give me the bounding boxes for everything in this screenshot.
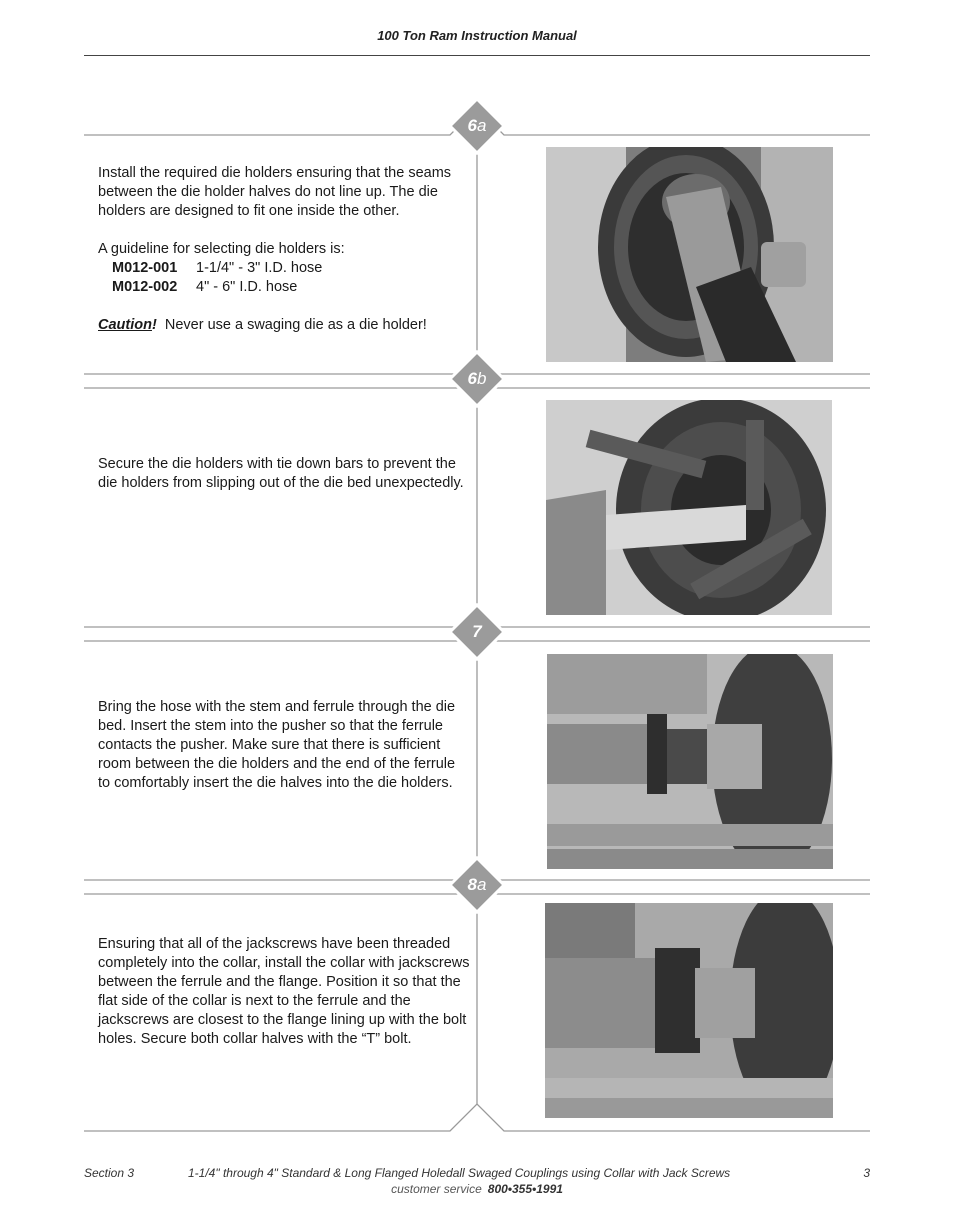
customer-service-line xyxy=(0,1182,954,1196)
caution-text: Never use a swaging die as a die holder! xyxy=(164,317,427,333)
footer-page-number: 3 xyxy=(863,1166,870,1180)
die-holder-photo xyxy=(546,147,833,362)
customer-service-phone: 800•355•1991 xyxy=(487,1182,563,1196)
hose-range: 4" - 6" I.D. hose xyxy=(196,279,298,295)
caution-word: Caution xyxy=(98,317,152,333)
customer-service-label: customer service xyxy=(391,1182,482,1196)
step-6b-paragraph: Secure the die holders with tie down bars to prevent the die holders from slipping out of the die bed unexpectedly. xyxy=(98,456,464,491)
guideline-row xyxy=(98,278,470,297)
manual-title: 100 Ton Ram Instruction Manual xyxy=(377,28,577,43)
step-7-paragraph: Bring the hose with the stem and ferrule through the die bed. Insert the stem into the pusher so that the ferrule contacts the pusher. Make sure that there is sufficient room between the die holders and the end of the ferrule to comfortably insert the die halves into the die holders. xyxy=(98,699,456,791)
step-6b-text xyxy=(98,455,470,493)
step-label-7: 7 xyxy=(472,622,482,641)
step-label-6b: 6b xyxy=(467,369,487,388)
tie-down-bars-photo xyxy=(546,400,832,615)
step-8a-paragraph: Ensuring that all of the jackscrews have been threaded completely into the collar, install the collar with jackscrews between the ferrule and the flange. Position it so that the flat side of the collar is next to the ferrule and the jackscrews are closest to the flange lining up with the bolt holes. Secure both collar halves with the “T” bolt. xyxy=(98,936,470,1047)
caution-note: Caution! Never use a swaging die as a die holder! xyxy=(98,317,427,333)
part-number: M012-001 xyxy=(112,260,178,276)
die-holder-photo-illustration xyxy=(546,147,833,362)
collar-jackscrews-photo xyxy=(545,903,833,1118)
step-6a-text xyxy=(98,164,470,335)
step-7-text xyxy=(98,698,470,793)
step-6a-guideline-intro: A guideline for selecting die holders is: xyxy=(98,241,345,257)
footer-section: Section 3 xyxy=(84,1166,135,1180)
hose-stem-ferrule-photo xyxy=(547,654,833,869)
step-label-6a: 6a xyxy=(467,116,487,135)
step-8a-text xyxy=(98,935,470,1049)
part-number: M012-002 xyxy=(112,279,178,295)
guideline-row xyxy=(98,259,470,278)
step-6a-paragraph: Install the required die holders ensuring that the seams between the die holder halves do not line up. The die holders are designed to fit one inside the other. xyxy=(98,165,452,219)
hose-range: 1-1/4" - 3" I.D. hose xyxy=(196,260,323,276)
tie-down-bars-photo-illustration xyxy=(546,400,832,615)
hose-stem-ferrule-photo-illustration xyxy=(547,654,833,869)
step-label-8a: 8a xyxy=(467,875,487,894)
footer-title: 1-1/4" through 4" Standard & Long Flanged Holedall Swaged Couplings using Collar with Jack Screws xyxy=(188,1166,731,1180)
collar-jackscrews-photo-illustration xyxy=(545,903,833,1118)
